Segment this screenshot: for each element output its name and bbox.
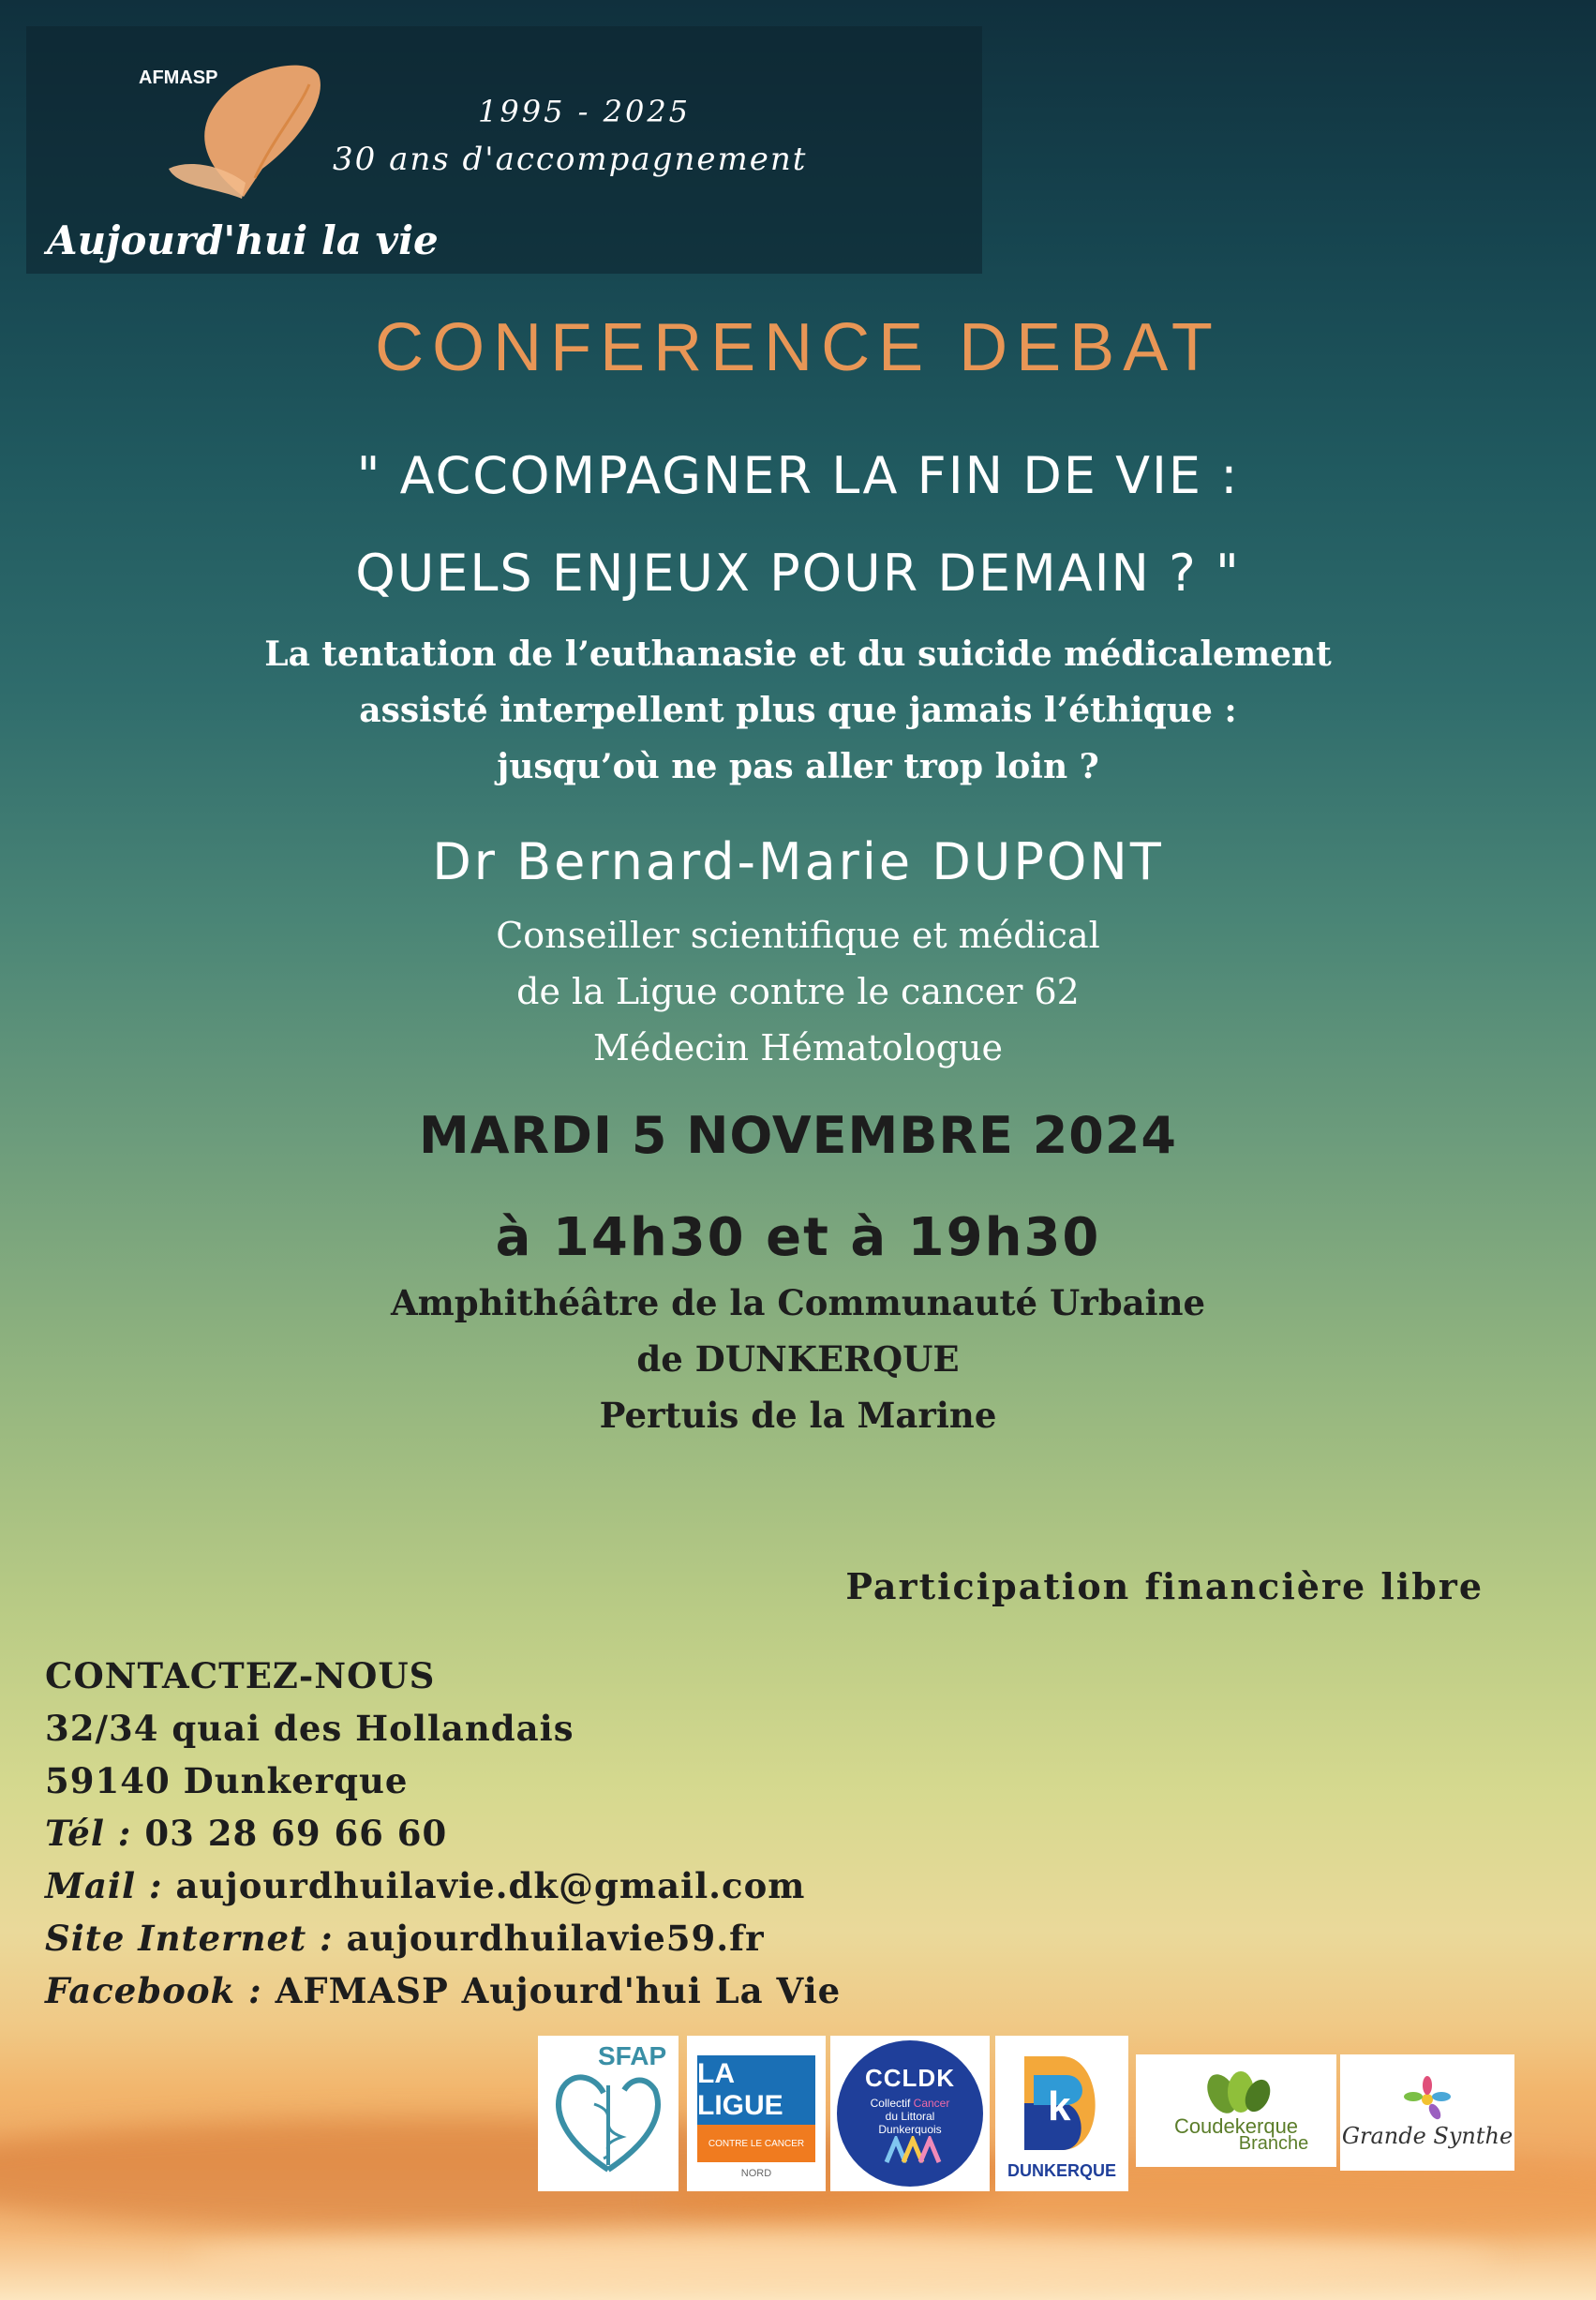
la-ligue-logo-region: NORD	[740, 2168, 772, 2179]
awareness-ribbons-icon	[877, 2136, 943, 2164]
la-ligue-logo-subtitle: CONTRE LE CANCER	[697, 2125, 815, 2162]
ccldk-disc	[837, 2040, 983, 2187]
participation-note: Participation financière libre	[845, 1565, 1484, 1607]
sfap-logo-text: SFAP	[598, 2041, 667, 2070]
la-ligue-logo-text: LA LIGUE	[697, 2055, 815, 2125]
ccldk-logo	[830, 2036, 990, 2191]
phone-number[interactable]: 03 28 69 66 60	[144, 1813, 448, 1854]
dunkerque-d-icon	[1010, 2047, 1113, 2159]
event-description	[0, 626, 1596, 795]
la-ligue-logo	[687, 2036, 826, 2191]
dunkerque-logo-text: DUNKERQUE	[1007, 2160, 1116, 2180]
speaker-role-line: de la Ligue contre le cancer 62	[516, 971, 1080, 1012]
grande-synthe-logo	[1340, 2054, 1514, 2171]
mail-address-link[interactable]: aujourdhuilavie.dk@gmail.com	[175, 1865, 806, 1906]
description-line: jusqu’où ne pas aller trop loin ?	[497, 747, 1099, 786]
contact-address-street: 32/34 quai des Hollandais	[45, 1708, 574, 1749]
phone-label: Tél :	[45, 1813, 132, 1854]
org-short-name: AFMASP	[139, 67, 218, 88]
anniversary-tagline: 30 ans d'accompagnement	[333, 141, 808, 178]
anniversary-years: 1995 - 2025	[478, 94, 692, 129]
brand-name: Aujourd'hui la vie	[47, 217, 439, 263]
facebook-link[interactable]: AFMASP Aujourd'hui La Vie	[275, 1970, 842, 2011]
dunkerque-logo	[995, 2036, 1128, 2191]
event-date: MARDI 5 NOVEMBRE 2024	[419, 1106, 1177, 1165]
sunset-cloud	[187, 2231, 1499, 2287]
website-link[interactable]: aujourdhuilavie59.fr	[346, 1918, 765, 1959]
facebook-label: Facebook :	[45, 1970, 262, 2011]
event-venue	[0, 1275, 1596, 1443]
contact-heading: CONTACTEZ-NOUS	[45, 1655, 436, 1696]
site-label: Site Internet :	[45, 1918, 334, 1959]
coudekerque-logo-text: Coudekerque	[1173, 2113, 1299, 2138]
description-line: assisté interpellent plus que jamais l’éthique :	[359, 691, 1237, 730]
contact-block	[45, 1650, 841, 2017]
venue-line: Amphithéâtre de la Communauté Urbaine	[390, 1282, 1206, 1323]
contact-site-row	[45, 1912, 841, 1964]
sfap-logo	[538, 2036, 679, 2191]
question-line-2: QUELS ENJEUX POUR DEMAIN ? "	[355, 544, 1241, 603]
contact-mail-row	[45, 1859, 841, 1912]
venue-line: Pertuis de la Marine	[599, 1395, 997, 1436]
question-line-1: " ACCOMPAGNER LA FIN DE VIE :	[356, 446, 1240, 505]
coudekerque-branche-logo	[1136, 2054, 1336, 2167]
event-type-title: CONFERENCE DEBAT	[375, 310, 1221, 385]
ccldk-logo-text: CCLDK	[865, 2063, 955, 2092]
butterfly-logo-icon	[169, 56, 337, 216]
contact-address-city: 59140 Dunkerque	[45, 1760, 409, 1801]
mail-label: Mail :	[45, 1865, 163, 1906]
flower-icon	[1399, 2076, 1455, 2123]
coudekerque-logo-text-2: Branche	[1238, 2132, 1309, 2154]
contact-phone-row	[45, 1807, 841, 1859]
description-line: La tentation de l’euthanasie et du suicide médicalement	[264, 635, 1332, 674]
speaker-role-line: Médecin Hématologue	[593, 1027, 1003, 1068]
grande-synthe-logo-text: Grande Synthe	[1341, 2123, 1514, 2149]
event-time: à 14h30 et à 19h30	[495, 1207, 1101, 1268]
venue-line: de DUNKERQUE	[636, 1338, 960, 1380]
speaker-name: Dr Bernard-Marie DUPONT	[432, 832, 1164, 891]
ccldk-logo-subtitle: Collectif Cancer du Littoral Dunkerquois	[870, 2096, 950, 2136]
svg-text:k: k	[1048, 2083, 1071, 2129]
contact-facebook-row	[45, 1964, 841, 2017]
leaves-icon	[1194, 2068, 1278, 2114]
speaker-roles	[0, 907, 1596, 1076]
speaker-role-line: Conseiller scientifique et médical	[496, 915, 1100, 956]
